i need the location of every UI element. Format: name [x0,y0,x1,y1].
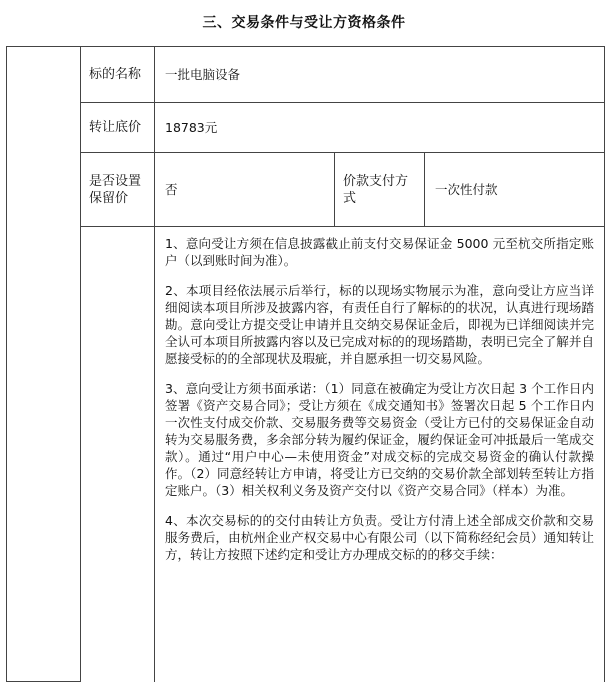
reserve-setting-label: 是否设置保留价 [81,153,155,227]
subject-name-label: 标的名称 [81,47,155,103]
payment-method-value: 一次性付款 [425,153,605,227]
subject-name-row [7,47,605,103]
conditions-text-cell [155,227,605,682]
reserve-price-row [7,103,605,153]
conditions-label-cell [81,227,155,682]
condition-paragraph-4: 4、本次交易标的的交付由转让方负责。受让方付清上述全部成交价款和交易服务费后，由杭州企业产权交易中心有限公司（以下简称经纪会员）通知转让方，转让方按照下述约定和受让方办理成交标的的移交手续： [165,513,595,562]
conditions-row [7,227,605,682]
left-spacer-cell [7,47,81,682]
condition-paragraph-1: 1、意向受让方须在信息披露截止前支付交易保证金 5000 元至杭交所指定账户（以到账时间为准）。 [165,236,595,268]
condition-paragraph-2: 2、本项目经依法展示后举行，标的以现场实物展示为准，意向受让方应当详细阅读本项目所涉及披露内容，有责任自行了解标的的状况，认真进行现场踏勘。意向受让方提交受让申请并且交纳交易保证金后，即视为已详细阅读并完全认可本项目所披露内容以及已完成对标的的现场踏勘，表明已完全了解并自愿接受标的的全部现状及瑕疵，并自愿承担一切交易风险。 [165,283,595,366]
transaction-conditions-table [6,46,605,682]
reserve-price-value: 18783元 [155,103,605,153]
reserve-price-label: 转让底价 [81,103,155,153]
deposit-row [7,153,605,227]
payment-method-label: 价款支付方式 [335,153,425,227]
section-title: 三、交易条件与受让方资格条件 [202,15,406,31]
condition-paragraph-3: 3、意向受让方须书面承诺：（1）同意在被确定为受让方次日起 3 个工作日内签署《资产交易合同》；受让方须在《成交通知书》签署次日起 5 个工作日内一次性支付成交价款、交易服务费等交易资金（受让方已付的交易保证金自动转为交易服务费，多余部分转为履约保证金，履约保证金可冲抵最后一笔成交款）。通过“用户中心—未使用资金”对成交标的完成交易资金的确认付款操作。（2）同意经转让方申请，将受让方已交纳的交易价款全部划转至转让方指定账户。（3）相关权利义务及资产交付以《资产交易合同》（样本）为准。 [165,381,595,498]
reserve-setting-value: 否 [155,153,335,227]
subject-name-value: 一批电脑设备 [155,47,605,103]
